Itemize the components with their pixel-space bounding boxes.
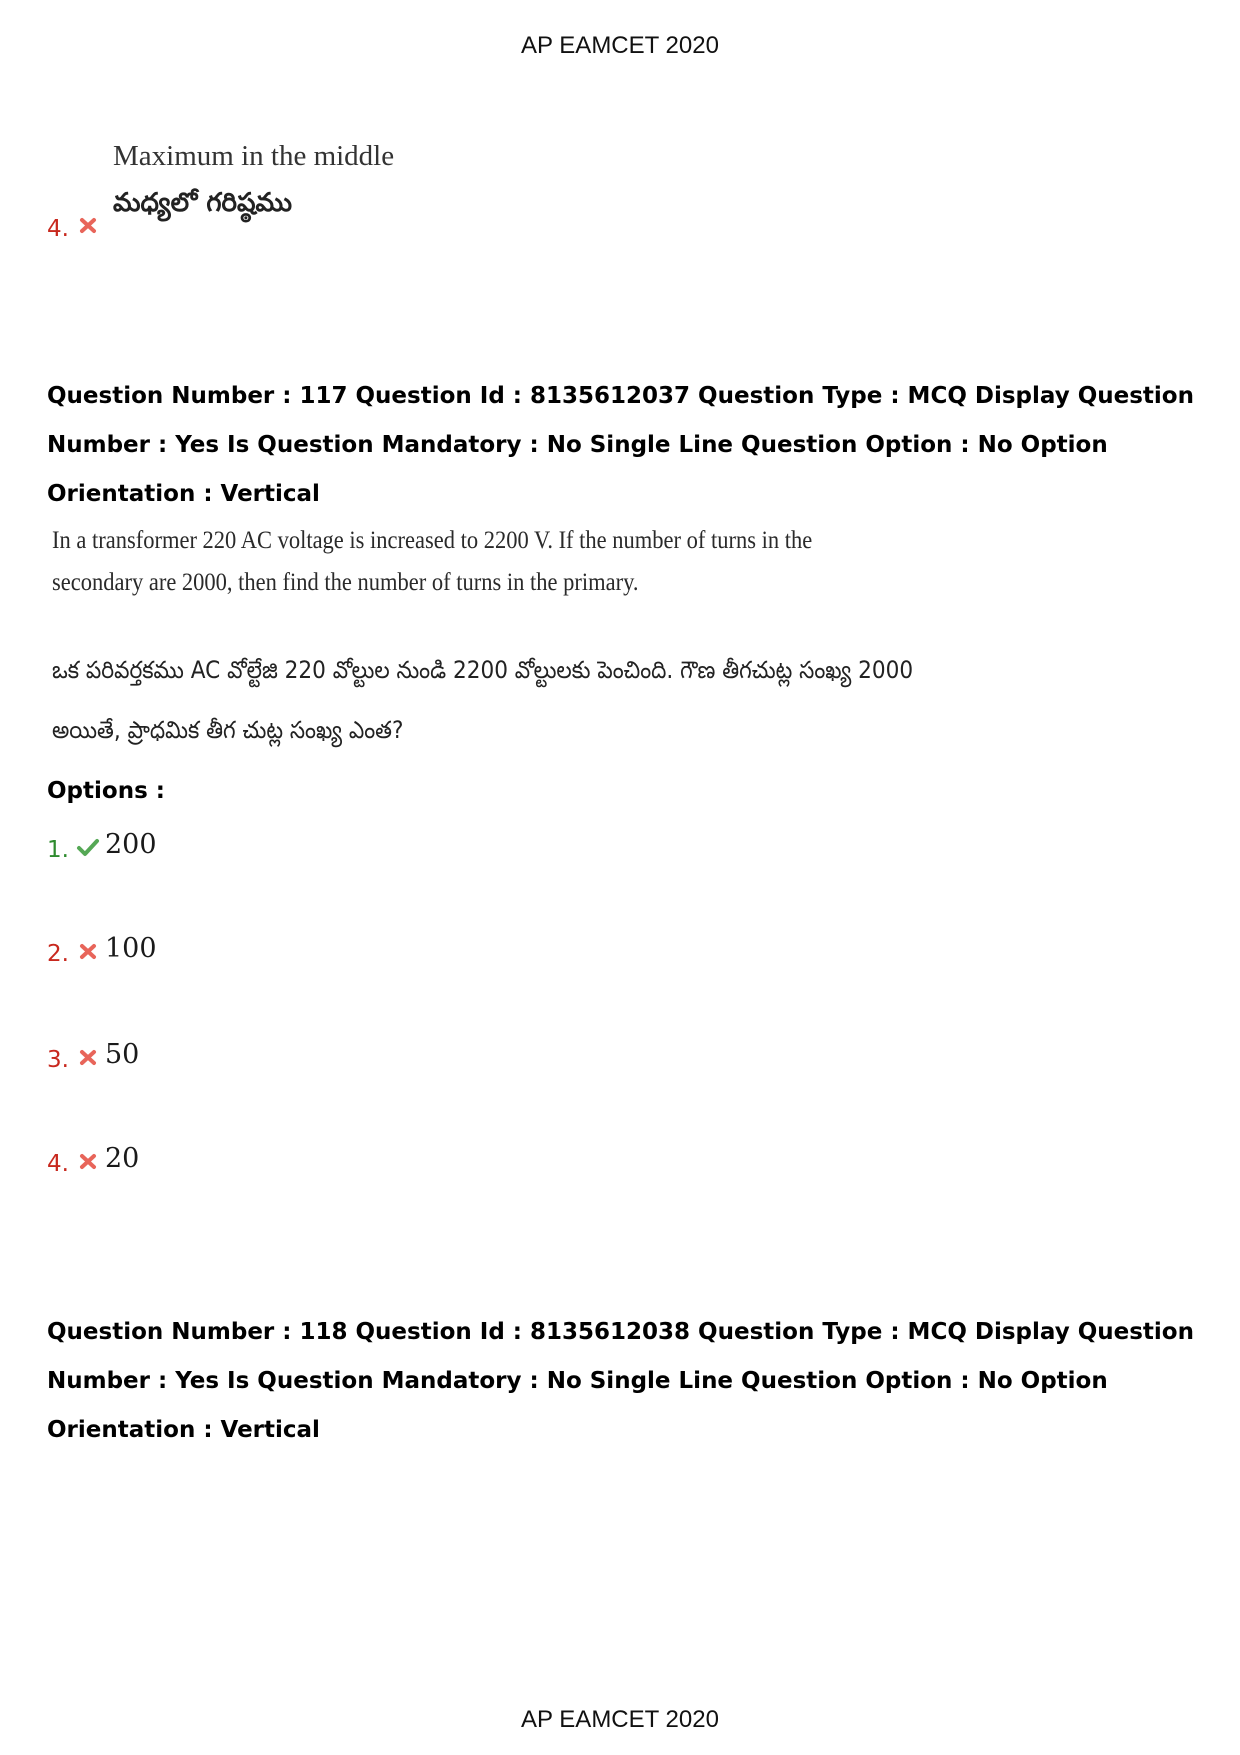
option-value: 200 bbox=[105, 829, 157, 860]
question-117-meta: Question Number : 117 Question Id : 8135612037 Question Type : MCQ Display Question Number : Yes Is Question Mandatory : No Single Line Question Option : No Option Orientation : Vertical bbox=[47, 383, 1194, 507]
question-117-text-english: In a transformer 220 AC voltage is increased to 2200 V. If the number of turns in the secondary are 2000, then find the number of turns in the primary. bbox=[52, 527, 813, 596]
option-text-english: Maximum in the middle bbox=[113, 140, 395, 172]
page-footer: AP EAMCET 2020 bbox=[521, 1706, 719, 1733]
option-number: 4. bbox=[47, 216, 69, 242]
option-value: 50 bbox=[105, 1039, 140, 1070]
cross-icon bbox=[75, 938, 101, 964]
question-118-meta: Question Number : 118 Question Id : 8135612038 Question Type : MCQ Display Question Number : Yes Is Question Mandatory : No Single Line Question Option : No Option Orientation : Vertical bbox=[47, 1319, 1194, 1443]
cross-icon bbox=[75, 212, 101, 238]
option-text-telugu: మధ్యలో గరిష్ఠము bbox=[113, 188, 293, 218]
option-number: 3. bbox=[47, 1047, 69, 1073]
option-value: 100 bbox=[105, 933, 157, 964]
check-icon bbox=[75, 834, 101, 860]
option-number: 1. bbox=[47, 837, 69, 863]
cross-icon bbox=[75, 1148, 101, 1174]
previous-option-4 bbox=[47, 140, 647, 250]
option-number: 4. bbox=[47, 1151, 69, 1177]
option-1 bbox=[47, 822, 157, 862]
option-2 bbox=[47, 926, 157, 966]
page-header: AP EAMCET 2020 bbox=[521, 32, 719, 59]
options-label: Options : bbox=[47, 778, 165, 804]
option-number: 2. bbox=[47, 941, 69, 967]
option-3 bbox=[47, 1032, 139, 1072]
option-value: 20 bbox=[105, 1143, 140, 1174]
option-4 bbox=[47, 1136, 139, 1176]
cross-icon bbox=[75, 1044, 101, 1070]
question-117-text-telugu: ఒక పరివర్తకము AC వోల్టేజి 220 వోల్టుల నుండి 2200 వోల్టులకు పెంచింది. గౌణ తీగచుట్ల సంఖ్య 2000 అయితే, ప్రాధమిక తీగ చుట్ల సంఖ్య ఎంత? bbox=[52, 656, 914, 744]
